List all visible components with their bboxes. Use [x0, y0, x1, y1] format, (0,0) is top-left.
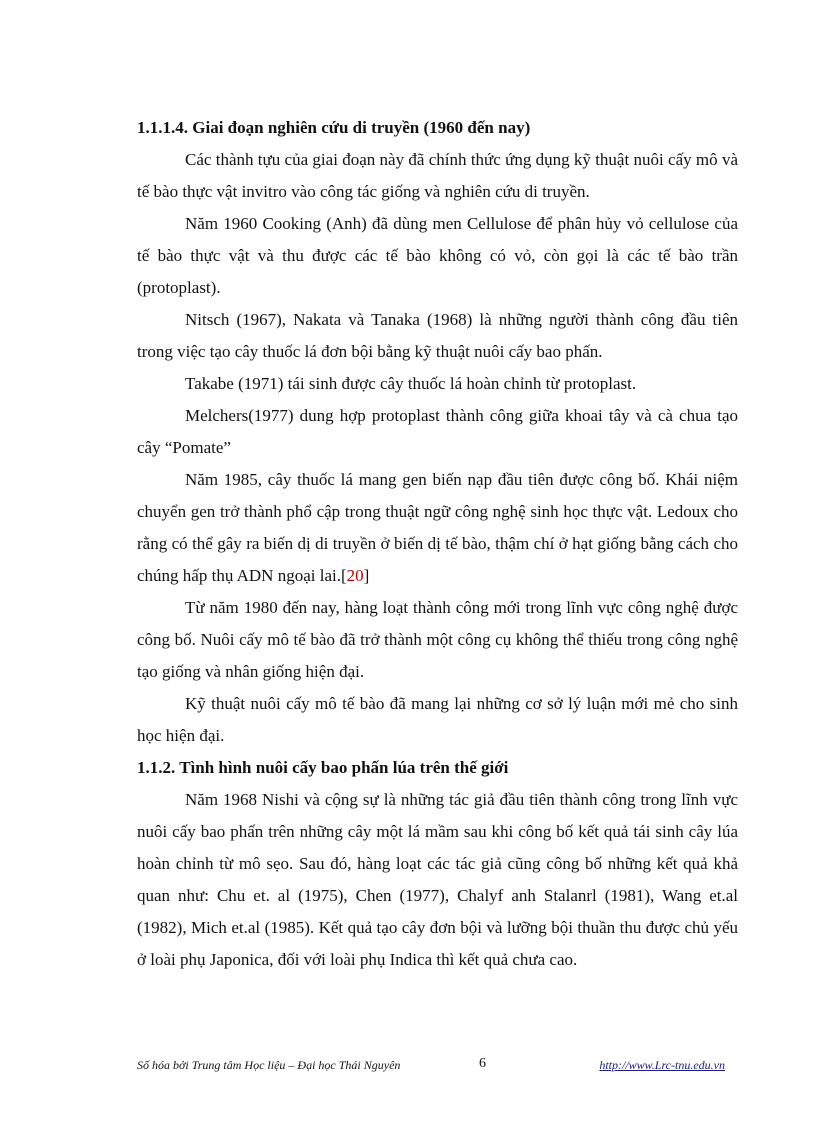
paragraph-with-reference — [137, 464, 738, 592]
paragraph: Các thành tựu của giai đoạn này đã chính thức ứng dụng kỹ thuật nuôi cấy mô và tế bào thực vật invitro vào công tác giống và nghiên cứu di truyền. — [137, 150, 738, 201]
section-heading-112: 1.1.2. Tình hình nuôi cấy bao phấn lúa trên thế giới — [137, 758, 509, 777]
paragraph: Nitsch (1967), Nakata và Tanaka (1968) là những người thành công đầu tiên trong việc tạo cây thuốc lá đơn bội bằng kỹ thuật nuôi cấy bao phấn. — [137, 310, 738, 361]
paragraph: Takabe (1971) tái sinh được cây thuốc lá hoàn chỉnh từ protoplast. — [185, 374, 637, 393]
page-footer — [137, 1058, 737, 1076]
paragraph: Năm 1968 Nishi và cộng sự là những tác giả đầu tiên thành công trong lĩnh vực nuôi cấy bao phấn trên những cây một lá mầm sau khi công bố kết quả tái sinh cây lúa hoàn chỉnh từ mô sẹo. Sau đó, hàng loạt các tác giả cũng công bố những kết quả khả quan như: Chu et. al (1975), Chen (1977), Chalyf anh Stalanrl (1981), Wang et.al (1982), Mich et.al (1985). Kết quả tạo cây đơn bội và lưỡng bội thuần thu được chủ yếu ở loài phụ Japonica, đối với loài phụ Indica thì kết quả chưa cao. — [137, 790, 738, 969]
page-number: 6 — [479, 1056, 486, 1071]
paragraph: Kỹ thuật nuôi cấy mô tế bào đã mang lại những cơ sở lý luận mới mẻ cho sinh học hiện đại. — [137, 694, 738, 745]
paragraph: Melchers(1977) dung hợp protoplast thành công giữa khoai tây và cà chua tạo cây “Pomate” — [137, 406, 738, 457]
section-heading-1114: 1.1.1.4. Giai đoạn nghiên cứu di truyền (1960 đến nay) — [137, 118, 531, 137]
paragraph: Từ năm 1980 đến nay, hàng loạt thành công mới trong lĩnh vực công nghệ được công bố. Nuôi cấy mô tế bào đã trở thành một công cụ không thể thiếu trong công nghệ tạo giống và nhân giống hiện đại. — [137, 598, 738, 681]
paragraph-text: Năm 1985, cây thuốc lá mang gen biến nạp đầu tiên được công bố. Khái niệm chuyển gen trở thành phổ cập trong thuật ngữ công nghệ sinh học thực vật. Ledoux cho rằng có thể gây ra biến dị di truyền ở biến dị tế bào, thậm chí ở hạt giống bằng cách cho chúng hấp thụ ADN ngoại lai.[ — [137, 470, 738, 585]
page-body — [137, 112, 738, 976]
reference-close-bracket: ] — [363, 566, 370, 585]
paragraph: Năm 1960 Cooking (Anh) đã dùng men Cellulose để phân hủy vỏ cellulose của tế bào thực vật và thu được các tế bào không có vỏ, còn gọi là các tế bào trần (protoplast). — [137, 214, 738, 297]
footer-source-text: Số hóa bởi Trung tâm Học liệu – Đại học Thái Nguyên — [137, 1058, 401, 1072]
reference-number[interactable]: 20 — [346, 566, 364, 585]
footer-link[interactable]: http://www.Lrc-tnu.edu.vn — [599, 1058, 725, 1072]
